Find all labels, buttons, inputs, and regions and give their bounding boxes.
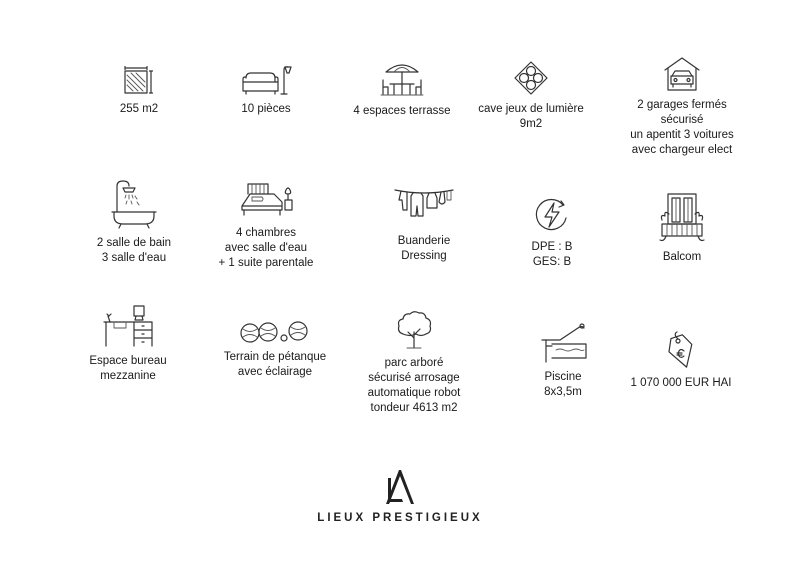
garage-car-icon (663, 56, 701, 92)
bed-icon (238, 180, 294, 220)
feature-label-energy: DPE : B GES: B (531, 241, 573, 268)
petanque-balls-icon (239, 318, 311, 344)
feature-office (53, 304, 203, 384)
feature-cave (456, 60, 606, 132)
area-square-icon (122, 66, 156, 96)
feature-price (606, 330, 756, 391)
feature-label-cave: cave jeux de lumière 9m2 (478, 103, 584, 130)
price-tag-icon (665, 330, 697, 370)
feature-label-bedrooms: 4 chambres avec salle d'eau + 1 suite parentale (218, 227, 314, 269)
feature-terraces (327, 60, 477, 119)
feature-label-bathrooms: 2 salle de bain 3 salle d'eau (96, 237, 172, 264)
feature-balcony (607, 190, 757, 265)
la-monogram-icon (384, 468, 416, 506)
feature-label-petanque: Terrain de pétanque avec éclairage (223, 351, 327, 378)
feature-label-park: parc arboré sécurisé arrosage automatique robot tondeur 4613 m2 (367, 357, 461, 414)
clothesline-icon (393, 186, 455, 228)
feature-label-balcony: Balcom (662, 251, 702, 263)
bathtub-shower-icon (109, 178, 159, 230)
feature-label-office: Espace bureau mezzanine (89, 355, 167, 382)
feature-park (339, 310, 489, 416)
sofa-lamp-icon (240, 64, 292, 96)
feature-rooms (191, 64, 341, 117)
brand-name: LIEUX PRESTIGIEUX (317, 512, 483, 524)
feature-label-surface: 255 m2 (119, 103, 159, 115)
feature-label-laundry: Buanderie Dressing (397, 235, 451, 262)
diving-board-icon (538, 322, 588, 364)
feature-label-rooms: 10 pièces (241, 103, 291, 115)
feature-bedrooms (191, 180, 341, 271)
desk-icon (102, 304, 154, 348)
feature-label-garages: 2 garages fermés sécurisé un apentit 3 voitures avec chargeur elect (630, 99, 734, 156)
feature-label-terraces: 4 espaces terrasse (353, 105, 451, 117)
feature-petanque (200, 318, 350, 380)
feature-label-price: 1 070 000 EUR HAI (630, 377, 732, 389)
wine-rack-icon (512, 60, 550, 96)
terrace-parasol-icon (380, 60, 424, 98)
tree-icon (395, 310, 433, 350)
feature-garages (607, 56, 757, 158)
balcony-plants-icon (658, 190, 706, 244)
feature-label-pool: Piscine 8x3,5m (544, 371, 582, 398)
feature-energy (477, 196, 627, 270)
energy-bolt-icon (533, 196, 571, 234)
feature-bathrooms (59, 178, 209, 266)
brand-logo (0, 468, 800, 524)
